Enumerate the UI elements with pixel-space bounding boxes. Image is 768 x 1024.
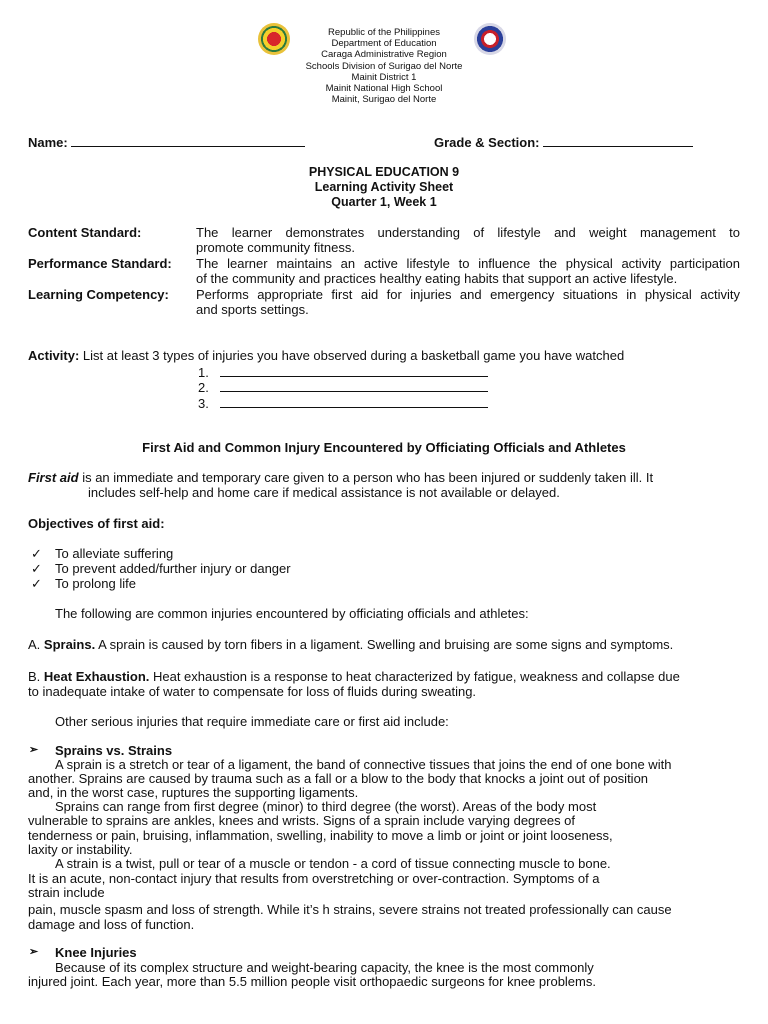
sprains-vs-strains-line: pain, muscle spasm and loss of strength. While it’s h strains, severe strains not treated professionally can cause [28, 902, 672, 917]
sprains-vs-strains-line: A strain is a twist, pull or tear of a muscle or tendon - a cord of tissue connecting muscle to bone. [55, 856, 611, 871]
sprains-term: Sprains. [43, 637, 96, 652]
learning-competency-text: and sports settings. [196, 302, 309, 317]
grade-section-field [434, 135, 693, 150]
first-aid-term: First aid [28, 470, 79, 485]
objective-item: ✓ To alleviate suffering [55, 546, 173, 561]
learning-competency-text: Performs appropriate first aid for injuries and emergency situations in physical activity [196, 287, 740, 302]
grade-section-label: Grade & Section: [434, 135, 540, 150]
answer-blank [220, 396, 488, 408]
answer-line [198, 365, 488, 380]
heat-text-continued: to inadequate intake of water to compensate for loss of fluids during sweating. [28, 684, 477, 699]
title-sheet: Learning Activity Sheet [314, 180, 454, 194]
sprains-vs-strains-line: another. Sprains are caused by trauma such as a fall or a blow to the body that knocks a joint out of position [28, 771, 649, 786]
sprains-vs-strains-line: and, in the worst case, ruptures the supporting ligaments. [28, 785, 359, 800]
answer-line [198, 380, 488, 395]
answer-number: 2. [198, 380, 209, 395]
heat-prefix: B. [28, 669, 44, 684]
answer-line [198, 396, 488, 411]
objective-item: ✓ To prolong life [55, 576, 136, 591]
heat-term: Heat Exhaustion. [43, 669, 150, 684]
title-subject: PHYSICAL EDUCATION 9 [308, 165, 460, 179]
sprains-vs-strains-heading: ➢ Sprains vs. Strains [55, 743, 172, 758]
activity-text: List at least 3 types of injuries you have observed during a basketball game you have watched [82, 348, 625, 363]
performance-standard-label: Performance Standard: [28, 256, 172, 271]
learning-competency-label: Learning Competency: [28, 287, 169, 302]
header-line: Caraga Administrative Region [321, 49, 447, 61]
answer-blank [220, 365, 488, 377]
sprains-vs-strains-line: It is an acute, non-contact injury that results from overstretching or over-contraction. Symptoms of a [28, 871, 600, 886]
first-aid-text: is an immediate and temporary care given to a person who has been injured or suddenly taken ill. It [78, 470, 654, 485]
name-field [28, 135, 305, 150]
first-aid-text-continued: includes self-help and home care if medical assistance is not available or delayed. [88, 485, 560, 500]
answer-number: 3. [198, 396, 209, 411]
name-label: Name: [28, 135, 68, 150]
objectives-heading: Objectives of first aid: [28, 516, 165, 531]
sprains-vs-strains-line: strain include [28, 885, 105, 900]
section-heading: First Aid and Common Injury Encountered by Officiating Officials and Athletes [142, 440, 626, 455]
title-quarter: Quarter 1, Week 1 [331, 195, 437, 209]
sprains-vs-strains-line: Sprains can range from first degree (minor) to third degree (the worst). Areas of the body most [55, 799, 597, 814]
heat-exhaustion-paragraph [28, 669, 680, 684]
sprains-paragraph [28, 637, 673, 652]
content-standard-text: promote community fitness. [196, 240, 355, 255]
knee-injuries-line: injured joint. Each year, more than 5.5 million people visit orthopaedic surgeons for knee problems. [28, 974, 596, 989]
sprains-vs-strains-line: laxity or instability. [28, 842, 133, 857]
answer-number: 1. [198, 365, 209, 380]
header-line: Republic of the Philippines [328, 27, 440, 38]
header-line: Mainit, Surigao del Norte [331, 94, 437, 106]
school-header [0, 27, 768, 105]
first-aid-definition [28, 470, 653, 485]
objective-item: ✓ To prevent added/further injury or danger [55, 561, 291, 576]
performance-standard-text: The learner maintains an active lifestyle to influence the physical activity participation [196, 256, 740, 271]
sprains-vs-strains-line: damage and loss of function. [28, 917, 195, 932]
sprains-text: A sprain is caused by torn fibers in a ligament. Swelling and bruising are some signs and symptoms. [95, 637, 674, 652]
performance-standard-text: of the community and practices healthy eating habits that support an active lifestyle. [196, 271, 678, 286]
common-injuries-intro: The following are common injuries encountered by officiating officials and athletes: [55, 606, 529, 621]
sprains-prefix: A. [28, 637, 44, 652]
header-line: Mainit District 1 [351, 71, 417, 83]
header-line: Department of Education [331, 38, 437, 50]
header-line: Schools Division of Surigao del Norte [305, 60, 463, 72]
knee-injuries-heading: ➢ Knee Injuries [55, 945, 137, 960]
knee-injuries-line: Because of its complex structure and weight-bearing capacity, the knee is the most commonly [55, 960, 594, 975]
heat-text: Heat exhaustion is a response to heat characterized by fatigue, weakness and collapse due [149, 669, 680, 684]
sprains-vs-strains-line: vulnerable to sprains are ankles, knees and wrists. Signs of a sprain include varying degrees of [28, 813, 576, 828]
content-standard-label: Content Standard: [28, 225, 142, 240]
sprains-vs-strains-line: A sprain is a stretch or tear of a ligament, the band of connective tissues that joins the end of one bone with [55, 757, 672, 772]
content-standard-text: The learner demonstrates understanding of lifestyle and weight management to [196, 225, 740, 240]
name-blank [71, 135, 305, 147]
grade-section-blank [543, 135, 693, 147]
other-injuries-intro: Other serious injuries that require immediate care or first aid include: [55, 714, 449, 729]
header-line: Mainit National High School [325, 83, 443, 95]
activity-instruction [28, 348, 624, 363]
answer-blank [220, 380, 488, 392]
sprains-vs-strains-line: tenderness or pain, bruising, inflammation, swelling, inability to move a limb or joint or joint looseness, [28, 828, 613, 843]
activity-label: Activity: [28, 348, 80, 363]
